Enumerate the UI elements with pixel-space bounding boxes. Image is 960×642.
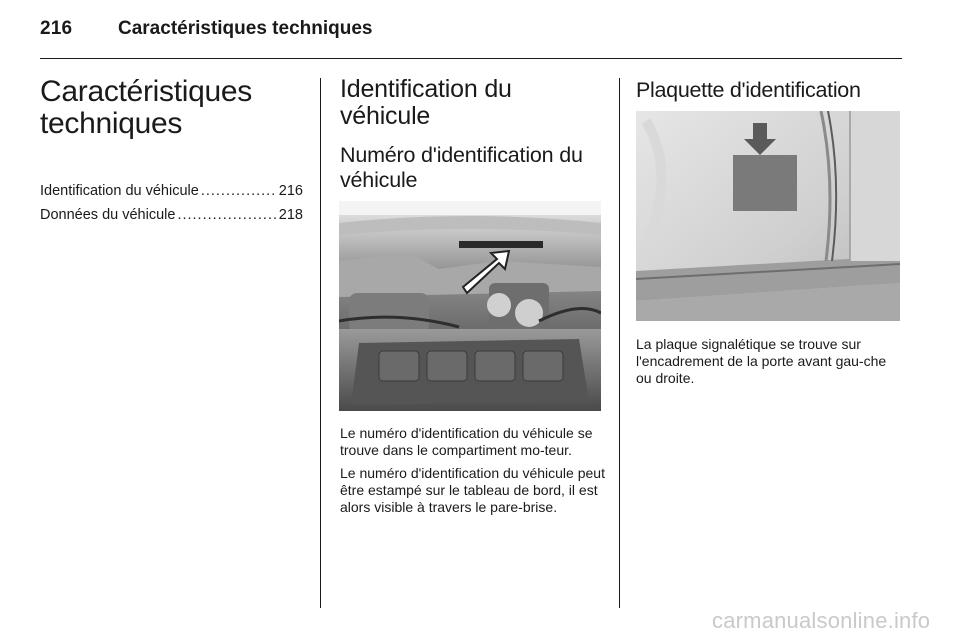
chapter-title (40, 76, 310, 140)
toc-leader-dots (177, 203, 276, 227)
toc-entry-label: Données du véhicule (40, 207, 176, 223)
chapter-title-line: techniques (40, 107, 183, 140)
page-number: 216 (40, 18, 73, 39)
section-title-line: véhicule (340, 102, 431, 130)
running-header: Caractéristiques techniques (118, 18, 373, 39)
header-rule (40, 58, 902, 59)
section-title: Plaquette d'identification (636, 78, 861, 102)
paragraph: Le numéro d'identification du véhicule peut être estampé sur le tableau de bord, il est alors visible à travers le pare-brise. (340, 465, 605, 515)
section-title (340, 76, 610, 130)
section-title-line: Identification du (340, 75, 512, 103)
toc-entry-label: Identification du véhicule (40, 183, 199, 199)
toc-entry[interactable] (40, 179, 303, 203)
section-body-text (636, 336, 902, 387)
door-frame-photo (636, 111, 900, 321)
toc-entry[interactable] (40, 203, 303, 227)
section-body-text (340, 425, 605, 522)
toc-leader-dots (201, 179, 277, 203)
engine-compartment-photo (339, 201, 601, 411)
column-divider (320, 78, 321, 608)
paragraph: Le numéro d'identification du véhicule se trouve dans le compartiment mo-teur. (340, 425, 593, 458)
watermark: carmanualsonline.info (712, 608, 931, 633)
section-subtitle (340, 143, 610, 193)
section-subtitle-line: véhicule (340, 168, 418, 192)
section-subtitle-line: Numéro d'identification du (340, 143, 583, 167)
toc-entry-page: 218 (278, 207, 303, 223)
paragraph: La plaque signalétique se trouve sur l'encadrement de la porte avant gau-che ou droite. (636, 336, 887, 386)
column-divider (619, 78, 620, 608)
toc-entry-page: 216 (278, 183, 303, 199)
table-of-contents (40, 179, 303, 227)
chapter-title-line: Caractéristiques (40, 75, 252, 108)
